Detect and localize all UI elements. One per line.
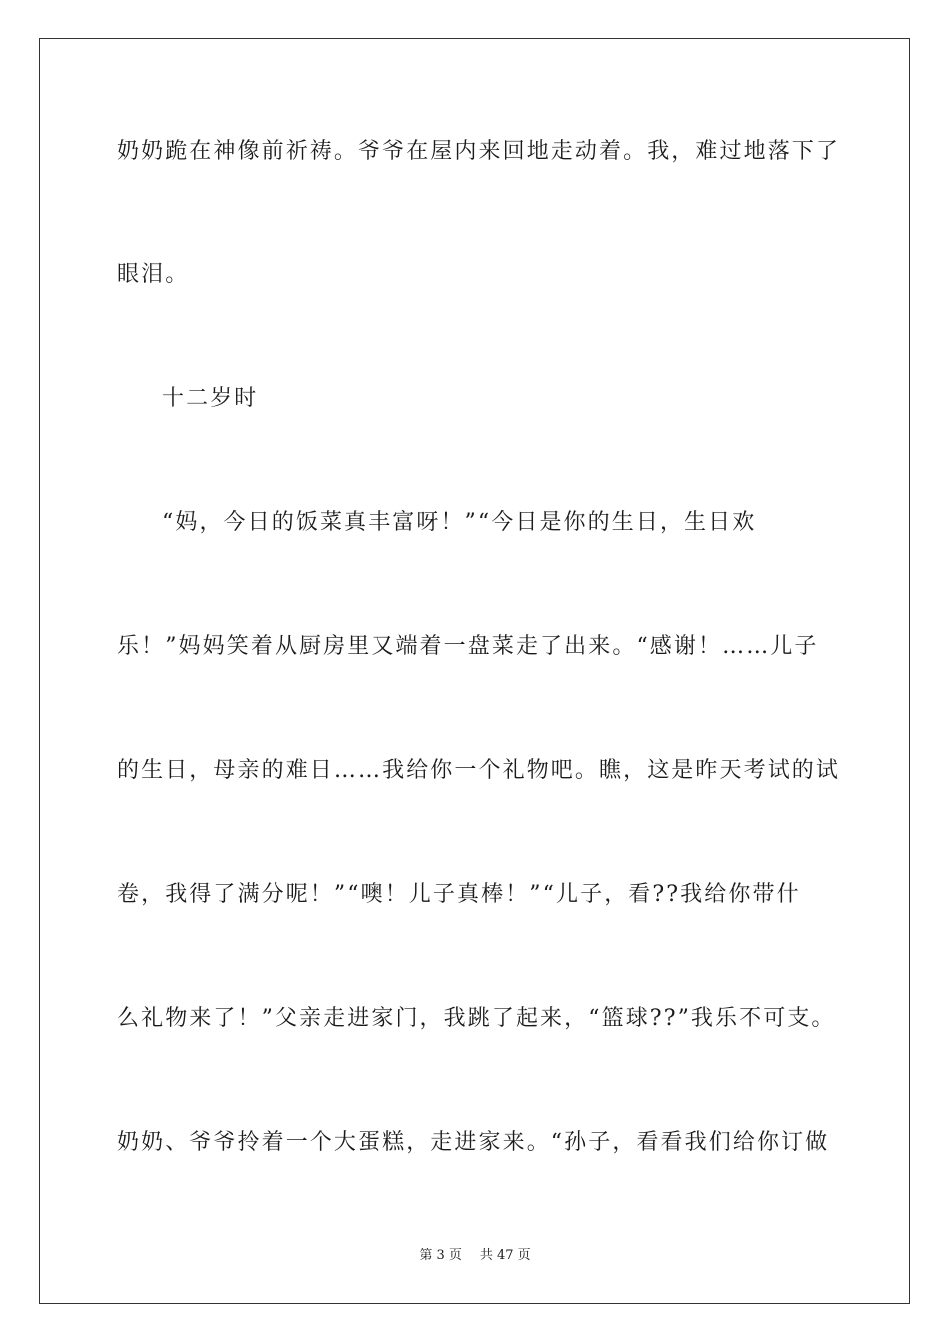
page-number: 第 3 页	[419, 1248, 462, 1263]
text-line-7: 么礼物来了！”父亲走进家门，我跳了起来，“篮球??”我乐不可支。	[117, 1006, 836, 1031]
text-line-2: 眼泪。	[117, 262, 190, 287]
text-line-8: 奶奶、爷爷拎着一个大蛋糕，走进家来。“孙子，看看我们给你订做	[117, 1130, 830, 1155]
page-border	[39, 38, 910, 1304]
page-footer	[0, 1247, 950, 1265]
text-line-5: 的生日，母亲的难日……我给你一个礼物吧。瞧，这是昨天考试的试	[117, 758, 841, 783]
total-pages: 共 47 页	[479, 1248, 531, 1263]
text-line-1: 奶奶跪在神像前祈祷。爷爷在屋内来回地走动着。我，难过地落下了	[117, 139, 841, 164]
text-line-3: “妈，今日的饭菜真丰富呀！”“今日是你的生日，生日欢	[162, 510, 757, 535]
text-line-4: 乐！”妈妈笑着从厨房里又端着一盘菜走了出来。“感谢！……儿子	[117, 634, 819, 659]
text-line-6: 卷，我得了满分呢！”“噢！儿子真棒！”“儿子，看??我给你带什	[117, 882, 801, 907]
section-heading: 十二岁时	[162, 386, 259, 411]
